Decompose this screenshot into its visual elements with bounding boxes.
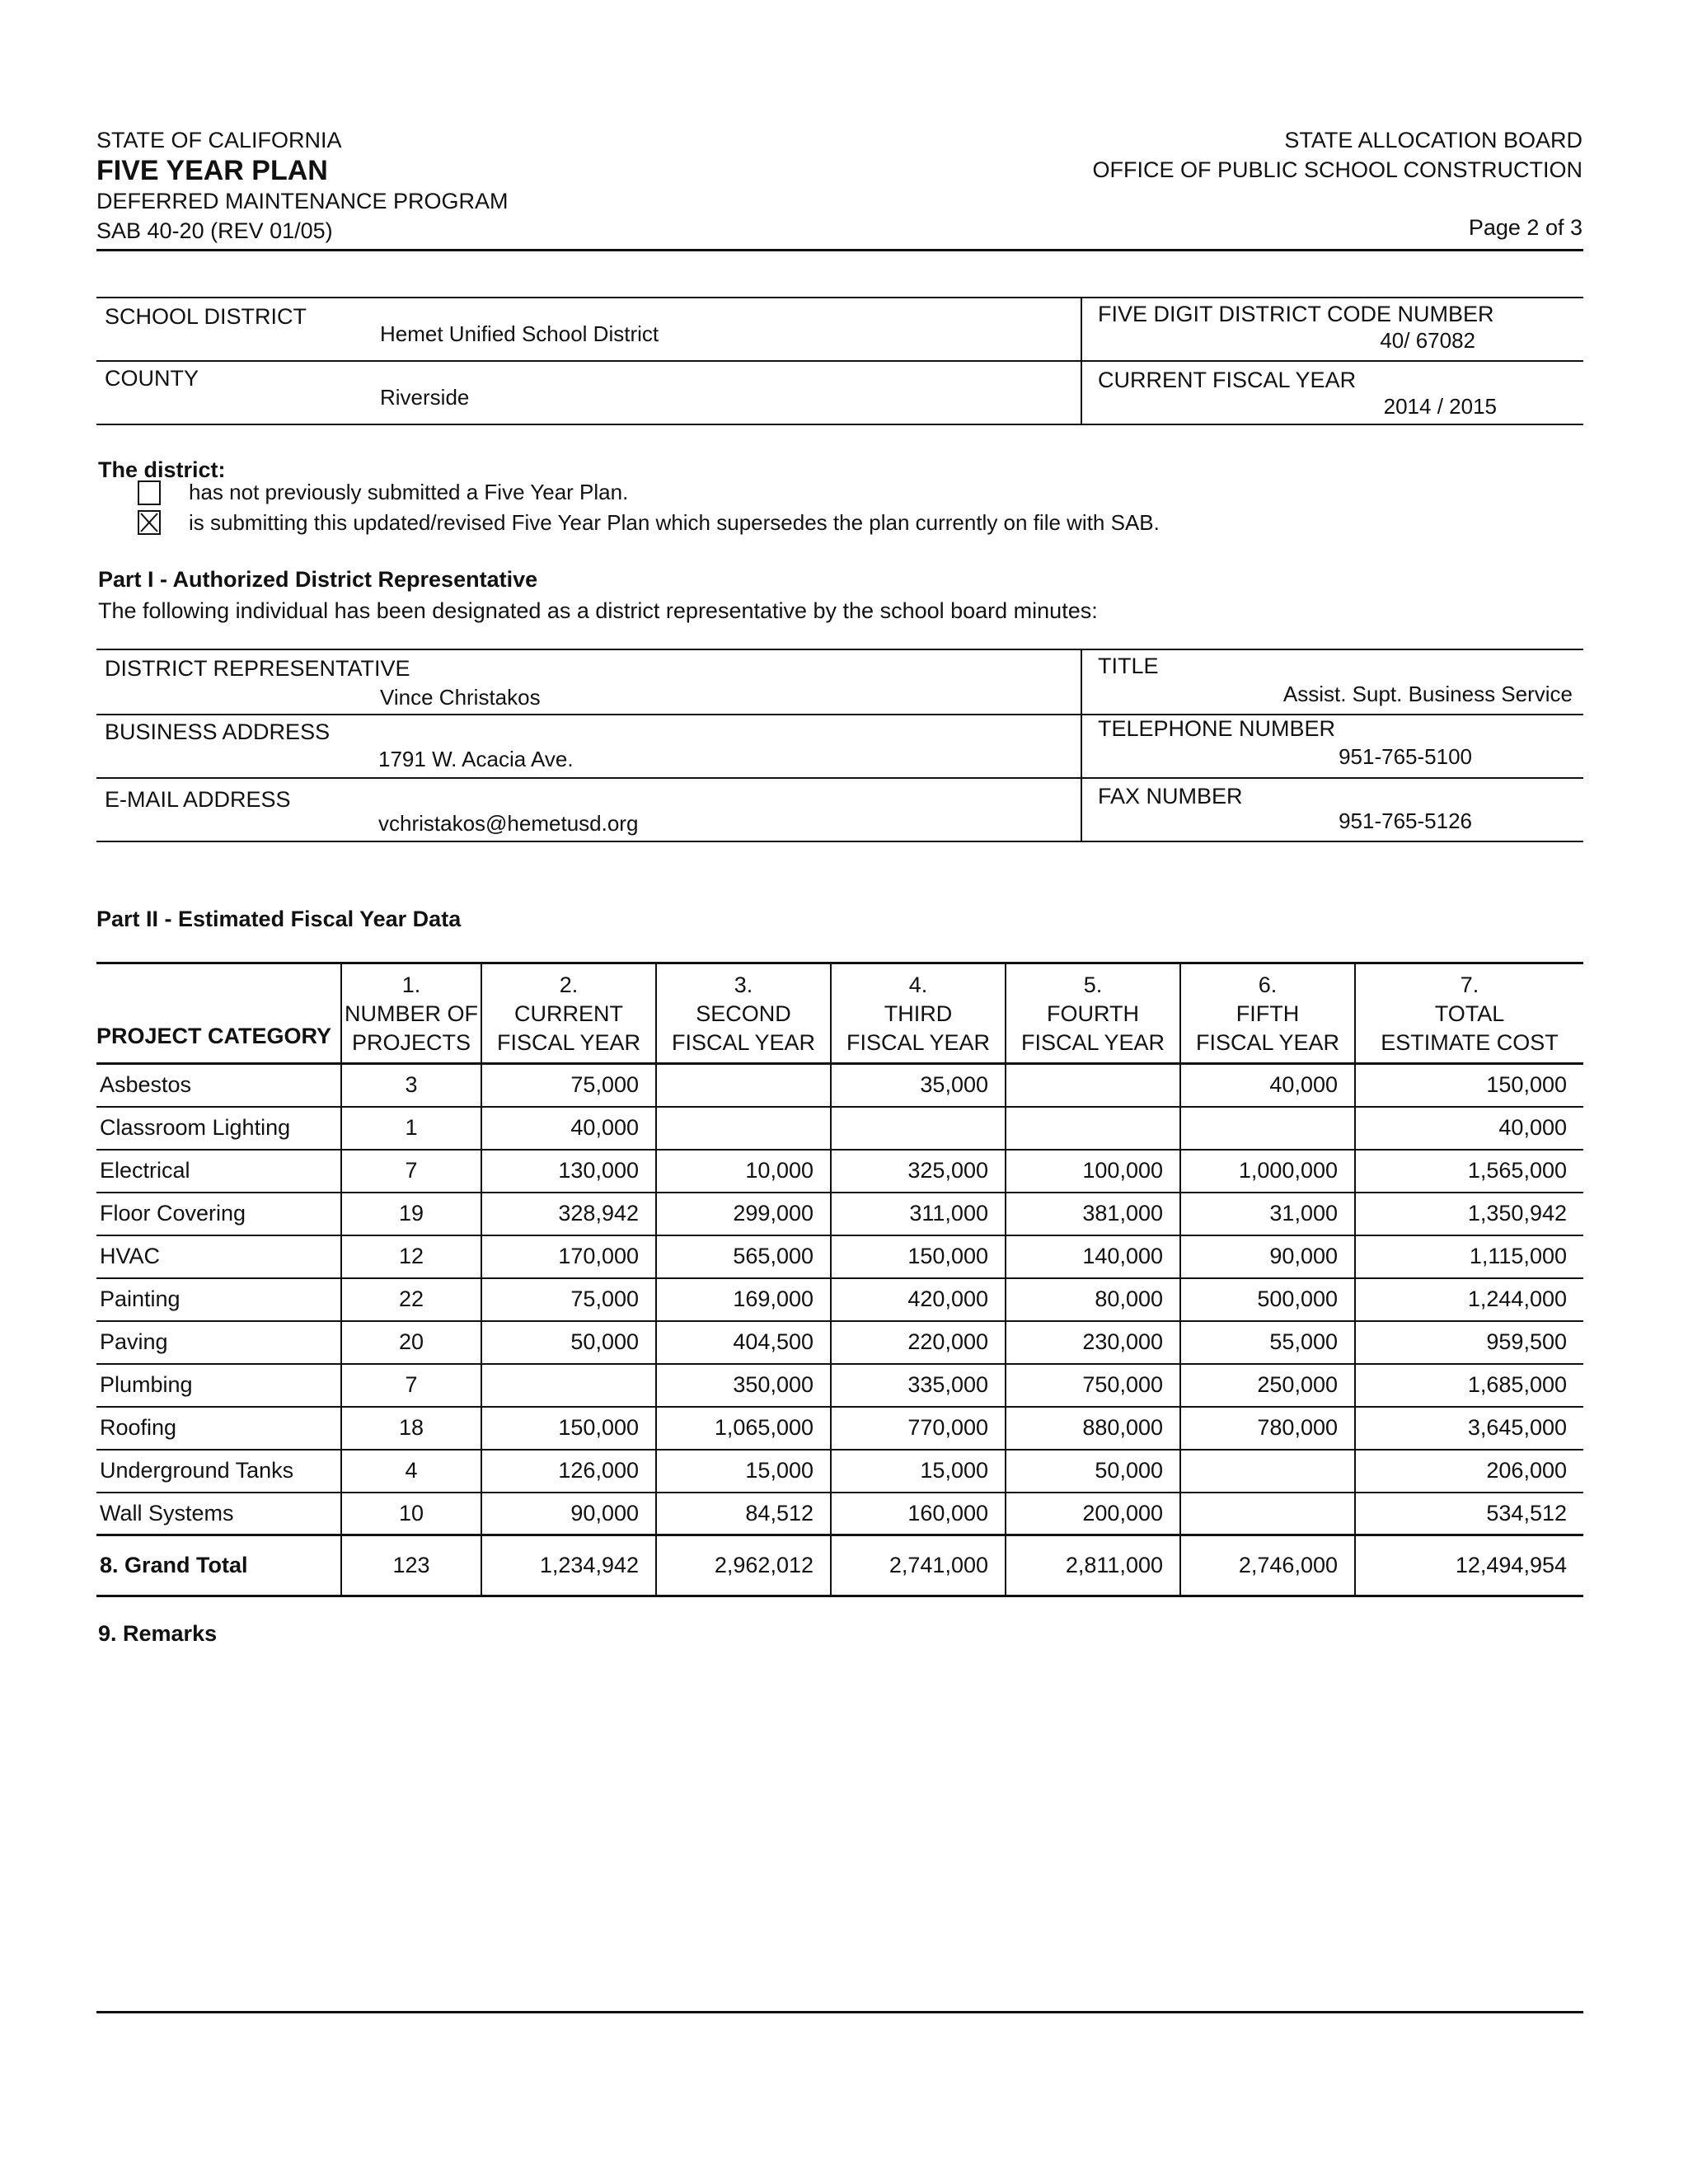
col-header-3 <box>656 963 831 1064</box>
value-cell: 1,350,942 <box>1355 1193 1583 1235</box>
value-cell: 7 <box>341 1364 481 1407</box>
col-header-line: FISCAL YEAR <box>496 1030 641 1055</box>
grand-total-cell: 2,811,000 <box>1006 1535 1180 1596</box>
value-cell: 75,000 <box>481 1064 656 1107</box>
value-cell: 75,000 <box>481 1278 656 1321</box>
value-cell: 1,244,000 <box>1355 1278 1583 1321</box>
form-number: SAB 40-20 (REV 01/05) <box>96 218 333 243</box>
value-cell: 15,000 <box>656 1450 831 1493</box>
col-header-line: 4. <box>908 972 928 997</box>
district-mid-rule <box>96 360 1583 362</box>
col-header-line: FISCAL YEAR <box>1020 1030 1165 1055</box>
col-header-7 <box>1355 963 1583 1064</box>
fax-label: FAX NUMBER <box>1098 784 1243 808</box>
value-cell <box>1006 1107 1180 1150</box>
value-cell: 3,645,000 <box>1355 1407 1583 1450</box>
value-cell: 40,000 <box>1355 1107 1583 1150</box>
value-cell <box>656 1064 831 1107</box>
value-cell: 169,000 <box>656 1278 831 1321</box>
value-cell: 3 <box>341 1064 481 1107</box>
col-header-line: TOTAL <box>1434 1001 1505 1026</box>
value-cell: 220,000 <box>831 1321 1006 1364</box>
category-cell: Roofing <box>96 1407 341 1450</box>
office-label: OFFICE OF PUBLIC SCHOOL CONSTRUCTION <box>1092 157 1582 182</box>
value-cell: 959,500 <box>1355 1321 1583 1364</box>
col-header-line: ESTIMATE COST <box>1381 1030 1559 1055</box>
phone-label: TELEPHONE NUMBER <box>1098 716 1336 741</box>
value-cell: 140,000 <box>1006 1235 1180 1278</box>
grand-total-row <box>96 1535 1583 1596</box>
district-divider <box>1081 297 1082 425</box>
value-cell: 1,065,000 <box>656 1407 831 1450</box>
category-cell: Wall Systems <box>96 1493 341 1535</box>
district-bottom-rule <box>96 424 1583 425</box>
value-cell: 230,000 <box>1006 1321 1180 1364</box>
value-cell <box>831 1107 1006 1150</box>
value-cell: 31,000 <box>1180 1193 1355 1235</box>
value-cell: 1 <box>341 1107 481 1150</box>
category-cell: HVAC <box>96 1235 341 1278</box>
value-cell: 18 <box>341 1407 481 1450</box>
col-header-line: PROJECT CATEGORY <box>96 1024 332 1048</box>
col-header-6 <box>1180 963 1355 1064</box>
value-cell: 40,000 <box>481 1107 656 1150</box>
value-cell: 534,512 <box>1355 1493 1583 1535</box>
col-header-line: FISCAL YEAR <box>1195 1030 1340 1055</box>
table-body <box>96 1064 1583 1596</box>
value-cell <box>481 1364 656 1407</box>
program-label: DEFERRED MAINTENANCE PROGRAM <box>96 189 509 213</box>
col-header-line: 1. <box>401 972 421 997</box>
value-cell: 90,000 <box>1180 1235 1355 1278</box>
col-header-line <box>96 993 340 1022</box>
value-cell: 565,000 <box>656 1235 831 1278</box>
value-cell: 206,000 <box>1355 1450 1583 1493</box>
value-cell: 500,000 <box>1180 1278 1355 1321</box>
value-cell: 1,565,000 <box>1355 1150 1583 1193</box>
col-header-line <box>96 964 340 993</box>
category-cell: Painting <box>96 1278 341 1321</box>
value-cell: 1,685,000 <box>1355 1364 1583 1407</box>
form-header-left <box>96 125 509 246</box>
rep-value: Vince Christakos <box>380 685 541 710</box>
title-value: Assist. Supt. Business Service <box>1282 682 1573 706</box>
part1-intro: The following individual has been designated as a district representative by the school board minutes: <box>98 598 1098 623</box>
district-code-value: 40/ 67082 <box>1380 328 1475 353</box>
remarks-bottom-rule <box>96 2011 1583 2013</box>
value-cell: 1,115,000 <box>1355 1235 1583 1278</box>
fiscal-year-table <box>96 962 1583 1597</box>
category-cell: Asbestos <box>96 1064 341 1107</box>
value-cell: 160,000 <box>831 1493 1006 1535</box>
table-row <box>96 1364 1583 1407</box>
category-cell: Underground Tanks <box>96 1450 341 1493</box>
grand-total-cell: 2,746,000 <box>1180 1535 1355 1596</box>
grand-total-cell: 1,234,942 <box>481 1535 656 1596</box>
category-cell: Electrical <box>96 1150 341 1193</box>
header-divider <box>96 249 1583 251</box>
value-cell: 4 <box>341 1450 481 1493</box>
fiscal-year-value: 2014 / 2015 <box>1383 394 1497 419</box>
value-cell <box>656 1107 831 1150</box>
value-cell: 311,000 <box>831 1193 1006 1235</box>
value-cell: 200,000 <box>1006 1493 1180 1535</box>
value-cell: 40,000 <box>1180 1064 1355 1107</box>
value-cell: 325,000 <box>831 1150 1006 1193</box>
fiscal-year-label: CURRENT FISCAL YEAR <box>1098 368 1357 392</box>
school-district-value: Hemet Unified School District <box>380 321 659 346</box>
value-cell: 50,000 <box>481 1321 656 1364</box>
value-cell: 381,000 <box>1006 1193 1180 1235</box>
board-label: STATE ALLOCATION BOARD <box>1284 128 1582 152</box>
value-cell: 404,500 <box>656 1321 831 1364</box>
part1-heading: Part I - Authorized District Representative <box>98 567 538 592</box>
value-cell: 770,000 <box>831 1407 1006 1450</box>
value-cell: 19 <box>341 1193 481 1235</box>
value-cell: 880,000 <box>1006 1407 1180 1450</box>
not-submitted-checkbox[interactable] <box>138 480 161 505</box>
value-cell: 22 <box>341 1278 481 1321</box>
value-cell: 90,000 <box>481 1493 656 1535</box>
school-district-label: SCHOOL DISTRICT <box>105 304 307 329</box>
col-header-4 <box>831 963 1006 1064</box>
grand-total-cell: 2,741,000 <box>831 1535 1006 1596</box>
col-header-line: 2. <box>559 972 579 997</box>
email-value: vchristakos@hemetusd.org <box>378 811 639 836</box>
category-cell: Paving <box>96 1321 341 1364</box>
table-header-row <box>96 963 1583 1064</box>
table-row <box>96 1278 1583 1321</box>
grand-total-cell: 2,962,012 <box>656 1535 831 1596</box>
value-cell: 55,000 <box>1180 1321 1355 1364</box>
value-cell <box>1180 1107 1355 1150</box>
table-row <box>96 1321 1583 1364</box>
form-title: FIVE YEAR PLAN <box>96 155 328 186</box>
state-label: STATE OF CALIFORNIA <box>96 128 342 152</box>
value-cell: 12 <box>341 1235 481 1278</box>
grand-total-label: 8. Grand Total <box>96 1535 341 1596</box>
value-cell: 328,942 <box>481 1193 656 1235</box>
value-cell <box>1006 1064 1180 1107</box>
table-row <box>96 1407 1583 1450</box>
grand-total-cell: 12,494,954 <box>1355 1535 1583 1596</box>
value-cell: 350,000 <box>656 1364 831 1407</box>
table-row <box>96 1450 1583 1493</box>
rep-bottom-rule <box>96 841 1583 842</box>
col-header-2 <box>481 963 656 1064</box>
fax-value: 951-765-5126 <box>1339 808 1472 833</box>
value-cell: 750,000 <box>1006 1364 1180 1407</box>
col-header-1 <box>341 963 481 1064</box>
value-cell: 50,000 <box>1006 1450 1180 1493</box>
table-row <box>96 1064 1583 1107</box>
value-cell: 335,000 <box>831 1364 1006 1407</box>
col-header-line: PROJECTS <box>351 1030 471 1055</box>
table-row <box>96 1193 1583 1235</box>
rep-label: DISTRICT REPRESENTATIVE <box>105 656 410 681</box>
col-header-line: 5. <box>1083 972 1103 997</box>
grand-total-cell: 123 <box>341 1535 481 1596</box>
district-code-label: FIVE DIGIT DISTRICT CODE NUMBER <box>1098 302 1494 326</box>
col-header-line: FISCAL YEAR <box>671 1030 816 1055</box>
value-cell: 130,000 <box>481 1150 656 1193</box>
updated-plan-checkbox[interactable] <box>138 510 161 535</box>
value-cell: 780,000 <box>1180 1407 1355 1450</box>
district-top-rule <box>96 297 1583 298</box>
col-header-line: NUMBER OF <box>345 1001 478 1026</box>
county-value: Riverside <box>380 385 470 410</box>
address-label: BUSINESS ADDRESS <box>105 719 331 744</box>
value-cell: 1,000,000 <box>1180 1150 1355 1193</box>
table-row <box>96 1235 1583 1278</box>
category-cell: Classroom Lighting <box>96 1107 341 1150</box>
form-header-right <box>1092 125 1582 242</box>
rep-divider <box>1081 649 1082 842</box>
value-cell: 299,000 <box>656 1193 831 1235</box>
col-header-line: THIRD <box>884 1001 953 1026</box>
rep-rule-2 <box>96 714 1583 715</box>
check-x-icon <box>139 512 159 533</box>
district-status-heading: The district: <box>98 457 226 482</box>
col-header-5 <box>1006 963 1180 1064</box>
remarks-label: 9. Remarks <box>98 1621 218 1646</box>
col-header-line: SECOND <box>696 1001 791 1026</box>
value-cell: 150,000 <box>1355 1064 1583 1107</box>
value-cell: 10 <box>341 1493 481 1535</box>
value-cell: 10,000 <box>656 1150 831 1193</box>
table-row <box>96 1107 1583 1150</box>
col-header-project-category <box>96 963 341 1064</box>
category-cell: Plumbing <box>96 1364 341 1407</box>
value-cell: 7 <box>341 1150 481 1193</box>
category-cell: Floor Covering <box>96 1193 341 1235</box>
value-cell: 126,000 <box>481 1450 656 1493</box>
address-value: 1791 W. Acacia Ave. <box>378 747 574 771</box>
col-header-line: CURRENT <box>514 1001 623 1026</box>
title-label: TITLE <box>1098 654 1159 678</box>
value-cell: 420,000 <box>831 1278 1006 1321</box>
table-row <box>96 1493 1583 1535</box>
rep-rule-3 <box>96 777 1583 779</box>
value-cell: 150,000 <box>831 1235 1006 1278</box>
value-cell: 80,000 <box>1006 1278 1180 1321</box>
value-cell <box>1180 1450 1355 1493</box>
page-number: Page 2 of 3 <box>1468 215 1582 240</box>
email-label: E-MAIL ADDRESS <box>105 787 291 812</box>
value-cell: 170,000 <box>481 1235 656 1278</box>
col-header-line: 6. <box>1258 972 1278 997</box>
value-cell: 35,000 <box>831 1064 1006 1107</box>
part2-heading: Part II - Estimated Fiscal Year Data <box>96 907 462 931</box>
value-cell: 20 <box>341 1321 481 1364</box>
rep-top-rule <box>96 649 1583 650</box>
county-label: COUNTY <box>105 366 199 391</box>
value-cell: 15,000 <box>831 1450 1006 1493</box>
value-cell: 250,000 <box>1180 1364 1355 1407</box>
col-header-line: FISCAL YEAR <box>846 1030 991 1055</box>
col-header-line: 3. <box>734 972 753 997</box>
col-header-line: FOURTH <box>1047 1001 1139 1026</box>
table-row <box>96 1150 1583 1193</box>
value-cell: 84,512 <box>656 1493 831 1535</box>
value-cell <box>1180 1493 1355 1535</box>
col-header-line: 7. <box>1460 972 1479 997</box>
col-header-line: FIFTH <box>1236 1001 1300 1026</box>
value-cell: 150,000 <box>481 1407 656 1450</box>
value-cell: 100,000 <box>1006 1150 1180 1193</box>
updated-plan-label: is submitting this updated/revised Five Year Plan which supersedes the plan currently on file with SAB. <box>189 510 1160 535</box>
phone-value: 951-765-5100 <box>1339 744 1472 769</box>
not-submitted-label: has not previously submitted a Five Year Plan. <box>189 480 629 504</box>
